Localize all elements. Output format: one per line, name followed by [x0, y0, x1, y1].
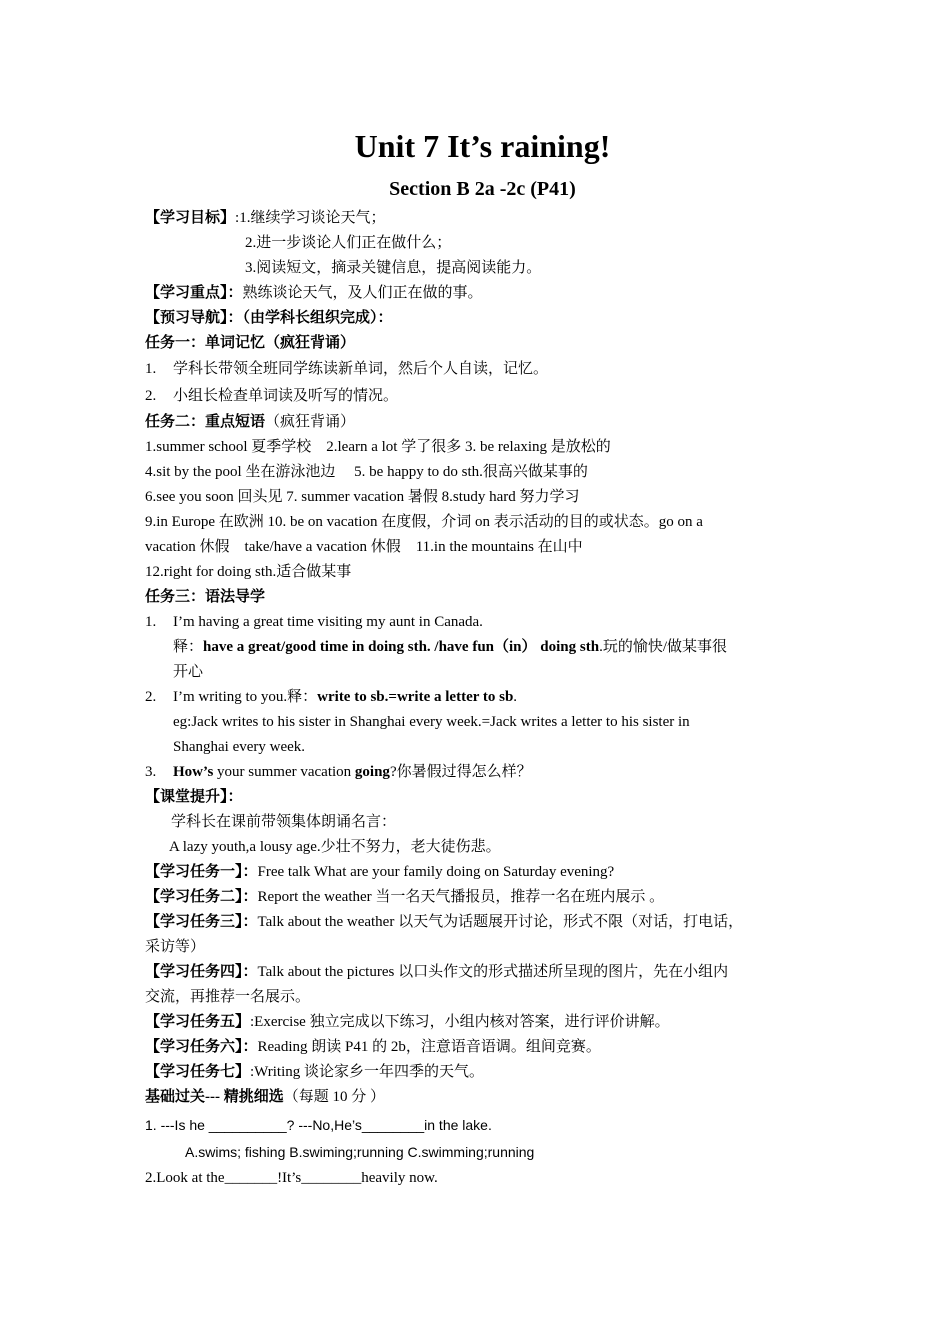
goals-sep: : [235, 210, 240, 226]
grammar-sentence: your summer vacation [213, 764, 355, 780]
phrase-line: 6.see you soon 回头见 7. summer vacation 暑假 8.study hard 努力学习 [145, 489, 580, 505]
goal-item: 3.阅读短文，摘录关键信息，提高阅读能力。 [245, 260, 542, 276]
preview-heading: 【预习导航】：（由学科长组织完成）： [145, 310, 393, 326]
grammar-item-1 [145, 610, 820, 635]
note-bold: How’s [173, 764, 214, 780]
task-text: Talk about the weather 以天气为话题展开讨论，形式不限（对话，打电话， [257, 914, 744, 930]
learning-task [145, 1035, 820, 1060]
question-2: 2.Look at the_______!It’s________heavily now. [145, 1170, 438, 1186]
list-number: 3. [145, 764, 157, 780]
task-label: 【学习任务四】： [145, 964, 258, 980]
task-label: 【学习任务五】 [145, 1014, 251, 1030]
page-subtitle: Section B 2a -2c (P41) [389, 178, 576, 200]
task1-item [145, 356, 820, 383]
learning-task-cont: 交流，再推荐一名展示。 [145, 989, 311, 1005]
grammar-item-3 [145, 760, 820, 785]
page-title: Unit 7 It’s raining! [354, 128, 611, 164]
task2-heading-note: （疯狂背诵） [265, 414, 356, 430]
goal-item: 2.进一步谈论人们正在做什么； [245, 235, 452, 251]
learning-task [145, 960, 820, 985]
task-label: 【学习任务二】： [145, 889, 258, 905]
task-label: 【学习任务一】： [145, 864, 258, 880]
question-1-options: A.swims; fishing B.swiming;running C.swimming;running [185, 1144, 535, 1160]
task1-item [145, 383, 820, 410]
learning-task [145, 860, 820, 885]
classroom-heading: 【课堂提升】： [145, 789, 243, 805]
grammar-example: eg:Jack writes to his sister in Shanghai every week.=Jack writes a letter to his sister in [173, 714, 690, 730]
document-page [145, 120, 820, 1191]
list-text: 小组长检查单词读及听写的情况。 [173, 388, 399, 404]
grammar-item-2 [145, 685, 820, 710]
basics-heading-text: 基础过关--- 精挑细选 [145, 1089, 284, 1105]
task-text: Talk about the pictures 以口头作文的形式描述所呈现的图片，先在小组内 [257, 964, 729, 980]
phrase-line: 9.in Europe 在欧洲 10. be on vacation 在度假，介词 on 表示活动的目的或状态。go on a [145, 514, 703, 530]
grammar-note [145, 635, 820, 660]
list-text: 学科长带领全班同学练读新单词，然后个人自读，记忆。 [173, 361, 549, 377]
task2-heading-text: 任务二：重点短语 [145, 414, 266, 430]
classroom-line: 学科长在课前带领集体朗诵名言： [171, 814, 397, 830]
task-label: 【学习任务六】： [145, 1039, 258, 1055]
task1-heading: 任务一：单词记忆（疯狂背诵） [145, 335, 356, 351]
list-number: 2. [145, 689, 157, 705]
goals-line-1 [145, 206, 820, 231]
task-text: Free talk What are your family doing on Saturday evening? [257, 864, 615, 880]
note-end: ?你暑假过得怎么样？ [389, 764, 532, 780]
note-bold: have a great/good time in doing sth. /have fun（in） doing sth [203, 639, 600, 655]
phrase-line: 12.right for doing sth.适合做某事 [145, 564, 352, 580]
phrase-line: 4.sit by the pool 坐在游泳池边 5. be happy to do sth.很高兴做某事的 [145, 464, 588, 480]
task-text: Reading 朗读 P41 的 2b，注意语音语调。组间竞赛。 [257, 1039, 601, 1055]
task-text: :Writing 谈论家乡一年四季的天气。 [250, 1064, 484, 1080]
phrase-line: 1.summer school 夏季学校 2.learn a lot 学了很多 3. be relaxing 是放松的 [145, 439, 611, 455]
note-prefix: 释： [173, 639, 204, 655]
note-end: . [513, 689, 518, 705]
task3-heading: 任务三：语法导学 [145, 589, 266, 605]
note-bold: write to sb.=write a letter to sb [317, 689, 514, 705]
task-label: 【学习任务七】 [145, 1064, 251, 1080]
goal-item: 1.继续学习谈论天气； [239, 210, 386, 226]
learning-task [145, 910, 820, 935]
learning-task [145, 885, 820, 910]
learning-task [145, 1060, 820, 1085]
basics-heading [145, 1085, 820, 1110]
note-rest: .玩的愉快/做某事很 [599, 639, 727, 655]
learning-task [145, 1010, 820, 1035]
list-number: 2. [145, 388, 157, 404]
list-number: 1. [145, 614, 157, 630]
grammar-sentence: I’m having a great time visiting my aunt in Canada. [173, 614, 483, 630]
learning-task-cont: 采访等） [145, 939, 206, 955]
classroom-quote: A lazy youth,a lousy age.少壮不努力，老大徒伤悲。 [169, 839, 501, 855]
task-text: Report the weather 当一名天气播报员，推荐一名在班内展示 。 [257, 889, 665, 905]
note-bold: going [354, 764, 390, 780]
question-1: 1. ---Is he __________? ---No,He’s________in the lake. [145, 1117, 492, 1133]
goals-label: 【学习目标】 [145, 210, 236, 226]
grammar-example-cont: Shanghai every week. [173, 739, 306, 755]
basics-note: （每题 10 分 ） [283, 1089, 386, 1105]
grammar-note-cont: 开心 [173, 664, 204, 680]
phrase-line: vacation 休假 take/have a vacation 休假 11.in the mountains 在山中 [145, 539, 583, 555]
task-label: 【学习任务三】： [145, 914, 258, 930]
keypoints-line [145, 281, 820, 306]
grammar-sentence: I’m writing to you.释： [173, 689, 318, 705]
list-number: 1. [145, 361, 157, 377]
task-text: :Exercise 独立完成以下练习，小组内核对答案，进行评价讲解。 [250, 1014, 670, 1030]
keypoints-text: 熟练谈论天气，及人们正在做的事。 [242, 285, 483, 301]
task2-heading [145, 410, 820, 435]
keypoints-label: 【学习重点】： [145, 285, 243, 301]
